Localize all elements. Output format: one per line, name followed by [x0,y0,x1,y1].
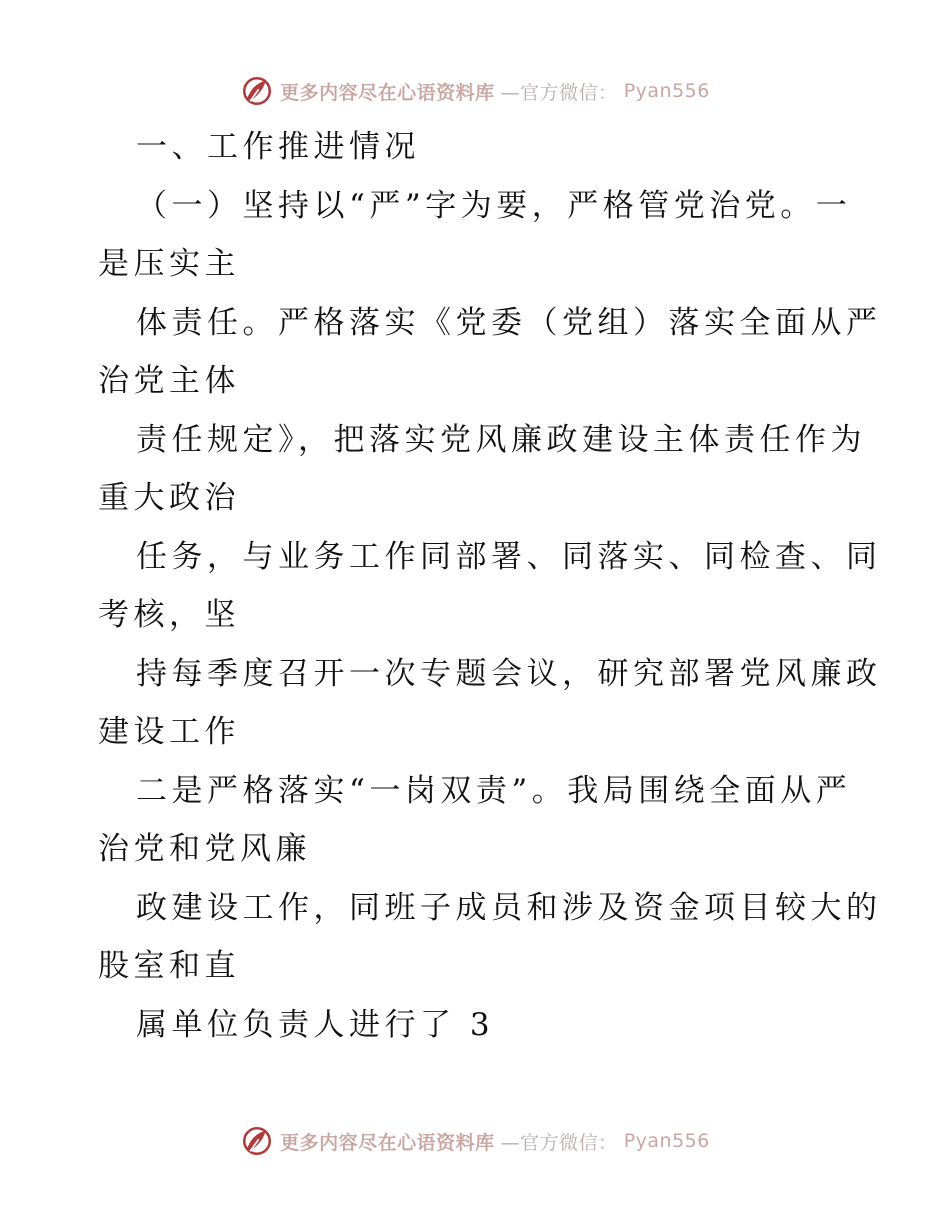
paragraph-line: 股室和直 [98,948,240,984]
pen-nib-logo-icon [240,74,274,108]
paragraph-line: 体责任。严格落实《党委（党组）落实全面从严 [136,304,882,341]
paragraph-line: 持每季度召开一次专题会议，研究部署党风廉政 [136,655,882,692]
paragraph-line: 责任规定》，把落实党风廉政建设主体责任作为 [136,421,866,458]
pen-nib-logo-icon [240,1124,274,1158]
paragraph-line: 任务，与业务工作同部署、同落实、同检查、同 [136,538,882,575]
banner-main-text: 更多内容尽在心语资料库 [280,81,495,104]
document-body [98,118,882,1054]
banner-separator-text: —官方微信： [500,1131,618,1154]
paragraph-line: 是压实主 [98,246,240,282]
banner-separator-text: —官方微信： [500,81,618,104]
paragraph-line: 属单位负责人进行了 3 [136,1006,495,1043]
footer-watermark-banner [0,1124,950,1158]
paragraph-line: 治党主体 [98,363,240,399]
paragraph-line: （一）坚持以“严”字为要，严格管党治党。一 [136,187,852,224]
paragraph-line: 二是严格落实“一岗双责”。我局围绕全面从严 [136,772,852,809]
paragraph-line: 建设工作 [98,714,240,750]
banner-wechat-id: Pyan556 [623,1130,710,1152]
banner-wechat-id: Pyan556 [623,80,710,102]
banner-main-text: 更多内容尽在心语资料库 [280,1131,495,1154]
section-heading: 一、工作推进情况 [136,129,420,165]
paragraph-line: 重大政治 [98,480,240,516]
paragraph-line: 考核，坚 [98,597,240,633]
paragraph-line: 政建设工作，同班子成员和涉及资金项目较大的 [136,889,882,926]
header-watermark-banner [0,74,950,108]
paragraph-line: 治党和党风廉 [98,831,311,867]
